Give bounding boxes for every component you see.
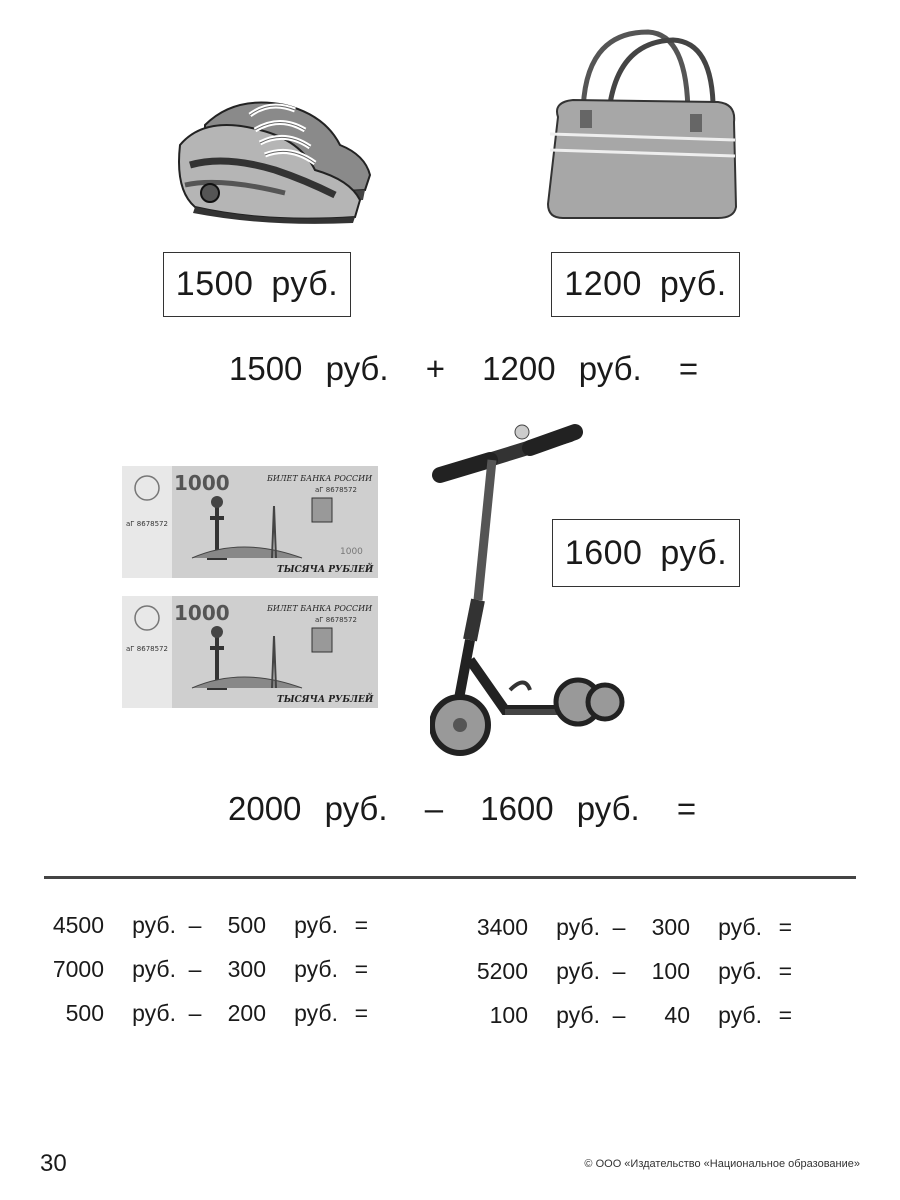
scooter-image	[430, 420, 630, 765]
exercise-row	[464, 1002, 792, 1029]
exercise-unit: руб.	[718, 958, 762, 984]
price-box-scooter: 1600 руб.	[552, 519, 740, 587]
exercise-equals: =	[354, 912, 368, 938]
exercise-number: 300	[651, 914, 690, 940]
exercise-number: 100	[489, 1002, 528, 1028]
exercise-number: 500	[65, 1000, 104, 1026]
exercise-operator: –	[612, 958, 626, 984]
exercise-unit: руб.	[132, 956, 176, 982]
exercise-equals: =	[778, 914, 792, 940]
equation-term: 1600 руб.	[480, 790, 640, 827]
exercise-equals: =	[354, 956, 368, 982]
page-number: 30	[40, 1150, 67, 1177]
equation-addition	[229, 350, 712, 388]
sneakers-image	[165, 85, 380, 225]
exercise-operator: –	[612, 914, 626, 940]
equation-equals: =	[678, 350, 699, 387]
exercise-unit: руб.	[718, 1002, 762, 1028]
exercise-number: 4500	[52, 912, 104, 938]
exercise-unit: руб.	[556, 914, 600, 940]
equation-subtraction	[228, 790, 710, 828]
banknote-words: ТЫСЯЧА РУБЛЕЙ	[277, 695, 374, 705]
banknote-words: ТЫСЯЧА РУБЛЕЙ	[277, 565, 374, 575]
exercise-number: 5200	[476, 958, 528, 984]
banknote-serial: аГ 8678572	[315, 486, 357, 494]
exercise-number: 3400	[476, 914, 528, 940]
banknote-denomination: 1000	[174, 471, 230, 495]
exercise-number: 500	[227, 912, 266, 938]
exercise-equals: =	[778, 1002, 792, 1028]
exercise-operator: –	[188, 912, 202, 938]
banknote-serial: аГ 8678572	[126, 520, 168, 528]
exercise-unit: руб.	[294, 912, 338, 938]
banknote-header: БИЛЕТ БАНКА РОССИИ	[267, 604, 373, 613]
price-box-bag: 1200 руб.	[551, 252, 740, 317]
banknote-header: БИЛЕТ БАНКА РОССИИ	[267, 474, 373, 483]
exercise-operator: –	[188, 1000, 202, 1026]
banknote-1000-image	[122, 596, 378, 708]
exercise-number: 40	[664, 1002, 690, 1028]
exercise-row	[40, 1000, 368, 1027]
equation-term: 1200 руб.	[482, 350, 642, 387]
exercise-unit: руб.	[718, 914, 762, 940]
exercise-row	[464, 958, 792, 985]
equation-operator: –	[424, 790, 444, 827]
exercise-unit: руб.	[294, 1000, 338, 1026]
exercise-row	[464, 914, 792, 941]
exercise-unit: руб.	[294, 956, 338, 982]
equation-term: 1500 руб.	[229, 350, 389, 387]
exercise-row	[40, 956, 368, 983]
exercise-number: 100	[651, 958, 690, 984]
exercise-number: 7000	[52, 956, 104, 982]
exercise-equals: =	[778, 958, 792, 984]
exercise-unit: руб.	[132, 1000, 176, 1026]
exercise-number: 300	[227, 956, 266, 982]
equation-term: 2000 руб.	[228, 790, 388, 827]
banknote-1000-image	[122, 466, 378, 578]
exercise-unit: руб.	[132, 912, 176, 938]
banknote-denomination-small: 1000	[340, 547, 363, 557]
equation-operator: +	[425, 350, 445, 387]
price-box-sneakers: 1500 руб.	[163, 252, 351, 317]
banknote-serial: аГ 8678572	[126, 645, 168, 653]
exercise-operator: –	[612, 1002, 626, 1028]
exercise-unit: руб.	[556, 958, 600, 984]
exercise-operator: –	[188, 956, 202, 982]
exercise-number: 200	[227, 1000, 266, 1026]
exercise-unit: руб.	[556, 1002, 600, 1028]
bag-image	[538, 22, 748, 222]
copyright-notice: © ООО «Издательство «Национальное образование»	[584, 1158, 860, 1170]
banknote-serial: аГ 8678572	[315, 616, 357, 624]
banknote-denomination: 1000	[174, 601, 230, 625]
exercise-equals: =	[354, 1000, 368, 1026]
section-divider	[44, 876, 856, 879]
equation-equals: =	[676, 790, 697, 827]
exercise-row	[40, 912, 368, 939]
